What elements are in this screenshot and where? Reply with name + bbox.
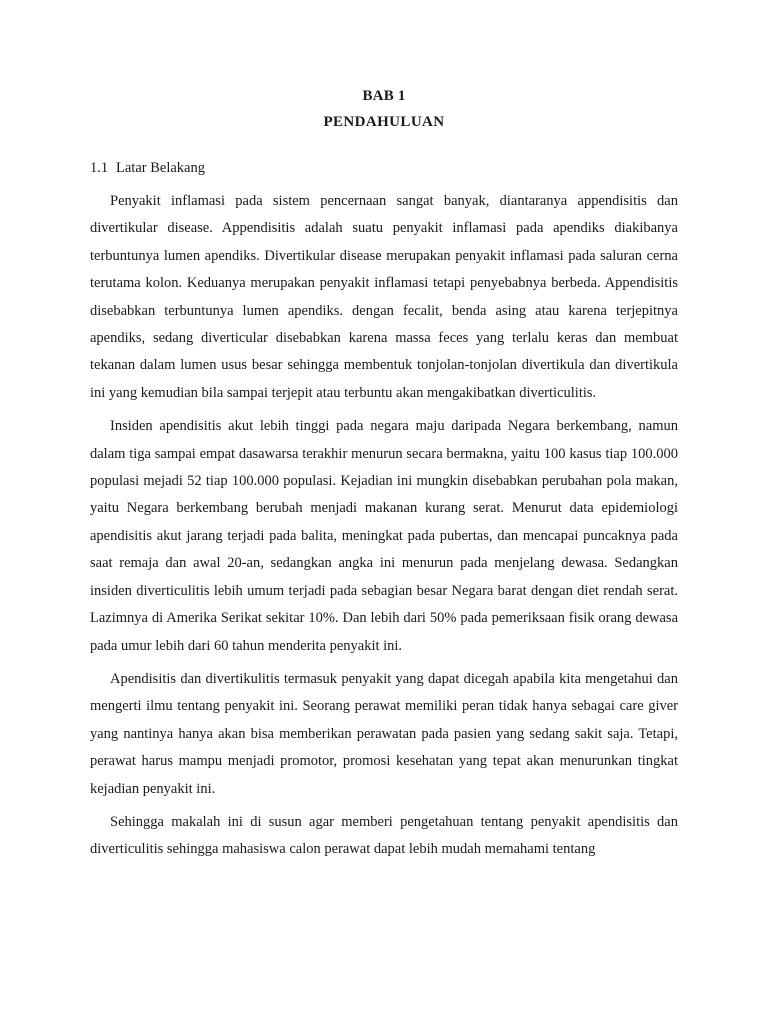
paragraph-2: Insiden apendisitis akut lebih tinggi pada negara maju daripada Negara berkembang, namun dalam tiga sampai empat dasawarsa terakhir menurun secara bermakna, yaitu 100 kasus tiap 100.000 populasi mejadi 52 tiap 100.000 populasi. Kejadian ini mungkin disebabkan perubahan pola makan, yaitu Negara berkembang berubah menjadi makanan kurang serat. Menurut data epidemiologi apendisitis akut jarang terjadi pada balita, meningkat pada pubertas, dan mencapai puncaknya pada saat remaja dan awal 20-an, sedangkan angka ini menurun pada menjelang dewasa. Sedangkan insiden diverticulitis lebih umum terjadi pada sebagian besar Negara barat dengan diet rendah serat. Lazimnya di Amerika Serikat sekitar 10%. Dan lebih dari 50% pada pemeriksaan fisik orang dewasa pada umur lebih dari 60 tahun menderita penyakit ini. [90, 418, 678, 654]
section-number: 1.1 [90, 160, 109, 176]
section-title: Latar Belakang [116, 160, 205, 176]
paragraph-3: Apendisitis dan divertikulitis termasuk penyakit yang dapat dicegah apabila kita mengetahui dan mengerti ilmu tentang penyakit ini. Seorang perawat memiliki peran tidak hanya sebagai care giver yang nantinya hanya akan bisa memberikan perawatan pada pasien yang sedang sakit saja. Tetapi, perawat harus mampu menjadi promotor, promosi kesehatan yang tepat akan menurunkan tingkat kejadian penyakit ini. [90, 670, 678, 797]
section-heading [90, 158, 678, 178]
paragraph-1: Penyakit inflamasi pada sistem pencernaan sangat banyak, diantaranya appendisitis dan divertikular disease. Appendisitis adalah suatu penyakit inflamasi pada apendiks diakibanya terbuntunya lumen apendiks. Divertikular disease merupakan penyakit inflamasi pada saluran cerna terutama kolon. Keduanya merupakan penyakit inflamasi tetapi penyebabnya berbeda. Appendisitis disebabkan terbuntunya lumen apendiks. dengan fecalit, benda asing atau karena terjepitnya apendiks, sedang diverticular disebabkan karena massa feces yang terlalu keras dan membuat tekanan dalam lumen usus besar sehingga membentuk tonjolan-tonjolan divertikula dan divertikula ini yang kemudian bila sampai terjepit atau terbuntu akan mengakibatkan diverticulitis. [90, 193, 678, 401]
paragraph-4: Sehingga makalah ini di susun agar memberi pengetahuan tentang penyakit apendisitis dan diverticulitis sehingga mahasiswa calon perawat dapat lebih mudah memahami tentang [90, 813, 678, 858]
chapter-title: PENDAHULUAN [323, 114, 445, 130]
chapter-number: BAB 1 [362, 88, 406, 104]
